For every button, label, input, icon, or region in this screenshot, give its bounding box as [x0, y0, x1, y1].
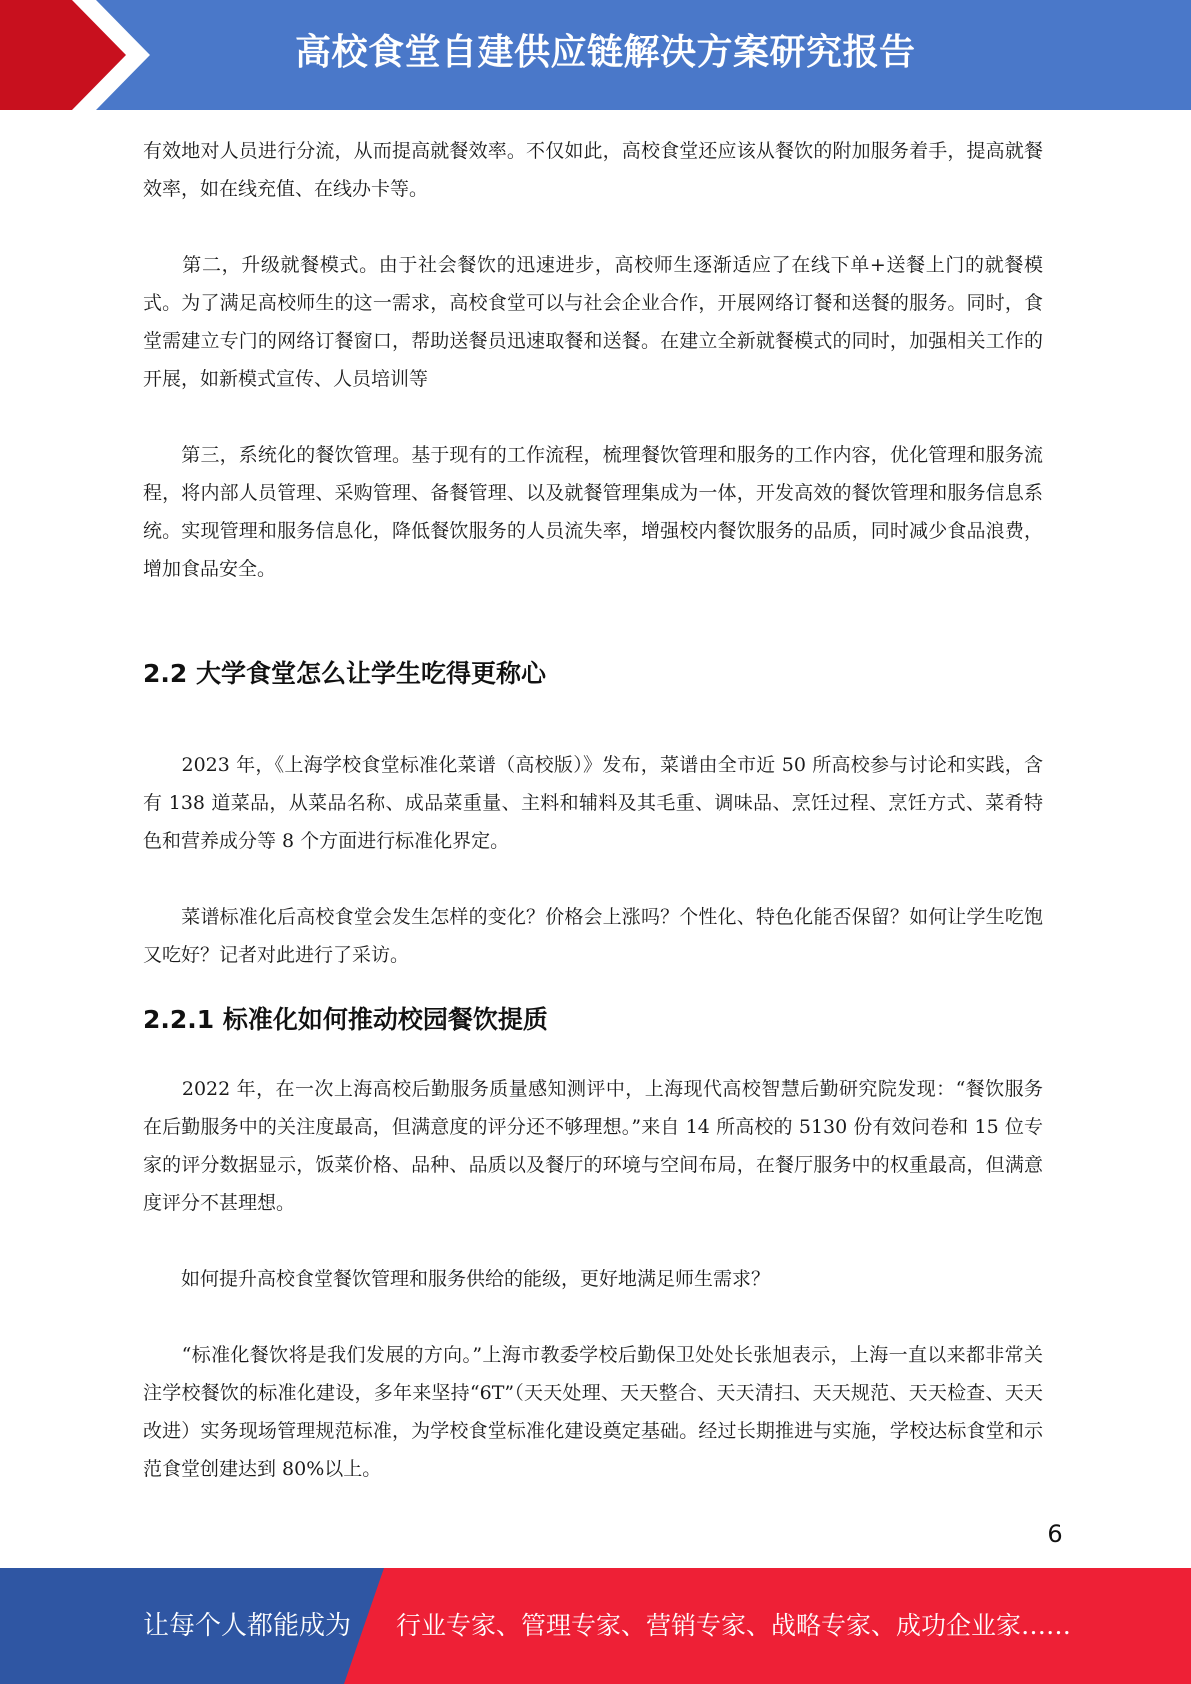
body-paragraph: 2022 年，在一次上海高校后勤服务质量感知测评中，上海现代高校智慧后勤研究院发现：“餐饮服务在后勤服务中的关注度最高，但满意度的评分还不够理想。”来自 14 所高校的 5130 份有效问卷和 15 位专家的评分数据显示，饭菜价格、品种、品质以及餐厅的环境与空间布局，在餐厅服务中的权重最高，但满意度评分不甚理想。 — [143, 1078, 1043, 1214]
body-paragraph: 菜谱标准化后高校食堂会发生怎样的变化？价格会上涨吗？个性化、特色化能否保留？如何让学生吃饱又吃好？记者对此进行了采访。 — [143, 906, 1043, 966]
body-paragraph: “标准化餐饮将是我们发展的方向。”上海市教委学校后勤保卫处处长张旭表示，上海一直以来都非常关注学校餐饮的标准化建设，多年来坚持“6T”（天天处理、天天整合、天天清扫、天天规范、天天检查、天天改进）实务现场管理规范标准，为学校食堂标准化建设奠定基础。经过长期推进与实施，学校达标食堂和示范食堂创建达到 80%以上。 — [143, 1344, 1043, 1480]
page-header — [0, 0, 1191, 110]
report-title: 高校食堂自建供应链解决方案研究报告 — [295, 32, 916, 73]
chevron-arrow-icon — [0, 0, 160, 110]
page-footer — [0, 1568, 1191, 1684]
section-heading-2-2-1: 2.2.1 标准化如何推动校园餐饮提质 — [143, 1005, 548, 1034]
section-heading-2-2: 2.2 大学食堂怎么让学生吃得更称心 — [143, 659, 546, 688]
body-paragraph: 有效地对人员进行分流，从而提高就餐效率。不仅如此，高校食堂还应该从餐饮的附加服务着手，提高就餐效率，如在线充值、在线办卡等。 — [143, 140, 1043, 200]
footer-slogan-right: 行业专家、管理专家、营销专家、战略专家、成功企业家…… — [396, 1611, 1072, 1640]
body-paragraph: 第二，升级就餐模式。由于社会餐饮的迅速进步，高校师生逐渐适应了在线下单+送餐上门的就餐模式。为了满足高校师生的这一需求，高校食堂可以与社会企业合作，开展网络订餐和送餐的服务。同时，食堂需建立专门的网络订餐窗口，帮助送餐员迅速取餐和送餐。在建立全新就餐模式的同时，加强相关工作的开展，如新模式宣传、人员培训等 — [143, 254, 1043, 390]
body-paragraph: 如何提升高校食堂餐饮管理和服务供给的能级，更好地满足师生需求？ — [143, 1268, 771, 1290]
footer-slogan-left: 让每个人都能成为 — [143, 1611, 352, 1641]
body-paragraph: 2023 年，《上海学校食堂标准化菜谱（高校版）》发布，菜谱由全市近 50 所高校参与讨论和实践，含有 138 道菜品，从菜品名称、成品菜重量、主料和辅料及其毛重、调味品、烹饪过程、烹饪方式、菜肴特色和营养成分等 8 个方面进行标准化界定。 — [143, 754, 1043, 852]
body-paragraph: 第三，系统化的餐饮管理。基于现有的工作流程，梳理餐饮管理和服务的工作内容，优化管理和服务流程，将内部人员管理、采购管理、备餐管理、以及就餐管理集成为一体，开发高效的餐饮管理和服务信息系统。实现管理和服务信息化，降低餐饮服务的人员流失率，增强校内餐饮服务的品质，同时减少食品浪费，增加食品安全。 — [143, 444, 1043, 580]
page-number: 6 — [1047, 1520, 1063, 1548]
page-content — [143, 132, 1043, 1488]
